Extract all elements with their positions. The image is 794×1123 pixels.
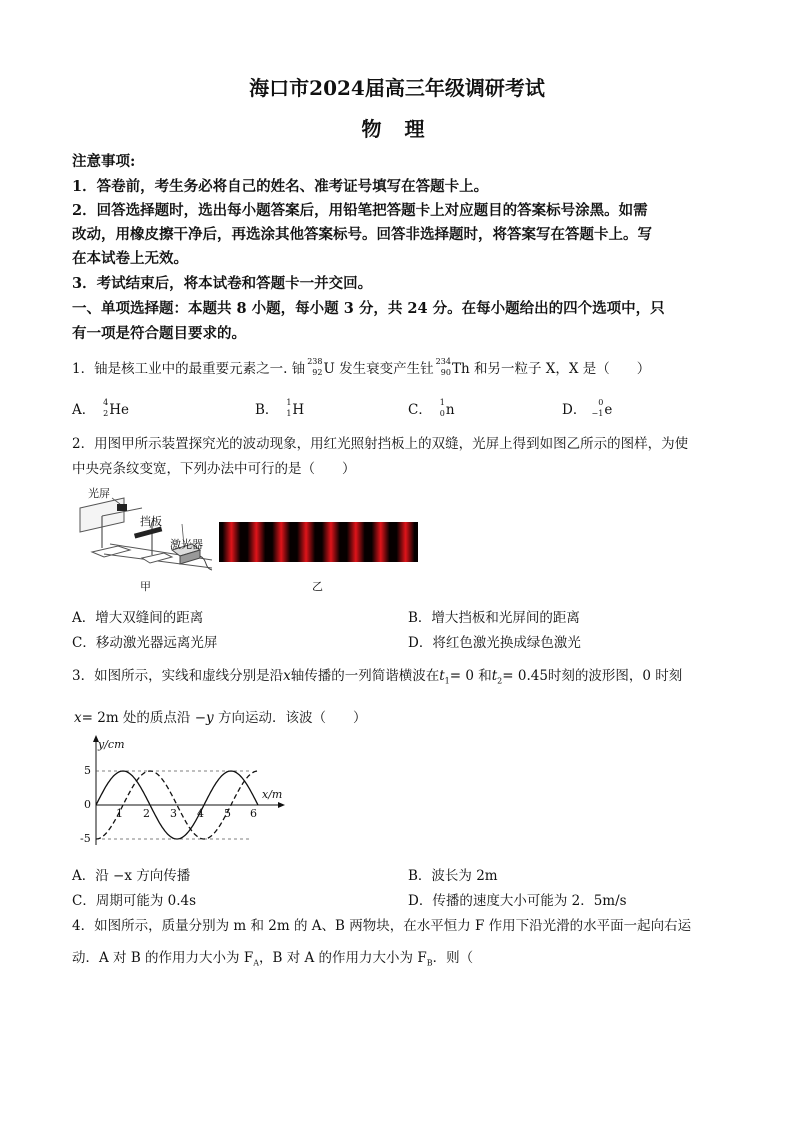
bright-fringe [397,522,415,562]
q1-option-c[interactable]: C． 1 0 n [408,398,455,418]
bright-fringe [372,522,390,562]
bright-fringe [322,522,340,562]
label-jia: 甲 [140,580,151,593]
q1-text-post: 和另一粒子 X，X 是（ ） [473,361,651,377]
note-line: 在本试卷上无效。 [72,250,188,267]
q1-option-a[interactable]: A． 4 2 He [72,398,130,418]
exam-title: 海口市2024届高三年级调研考试 [249,76,545,100]
q2-option-c[interactable]: C．移动激光器远离光屏 [72,635,218,651]
x-tick-1: 1 [116,807,123,820]
q2-option-b[interactable]: B．增大挡板和光屏间的距离 [408,610,580,626]
bright-fringe [222,522,240,562]
q2-line1: 2．用图甲所示装置探究光的波动现象，用红光照射挡板上的双缝，光屏上得到如图乙所示的图样，为使 [72,436,689,452]
x-tick-4: 4 [197,807,204,820]
wave-graph [76,733,286,853]
q1-option-d[interactable]: D． 0 −1 e [562,398,613,418]
q3-option-c[interactable]: C．周期可能为 0.4s [72,893,197,909]
q1-text-pre: 1．铀是核工业中的最重要元素之一. 铀 [72,361,306,377]
label-yi: 乙 [312,580,323,593]
q4-line1: 4．如图所示，质量分别为 m 和 2m 的 A、B 两物块，在水平恒力 F 作用下沿光滑的水平面一起向右运 [72,918,692,934]
x-tick-6: 6 [250,807,257,820]
y-tick-5: 5 [84,764,91,777]
q2-option-d[interactable]: D．将红色激光换成绿色激光 [408,635,581,651]
q3-option-d[interactable]: D．传播的速度大小可能为 2．5m/s [408,893,627,909]
q1-option-b[interactable]: B． 1 1 H [255,398,305,418]
label-screen: 光屏 [88,487,110,500]
x-tick-2: 2 [143,807,150,820]
y-axis-label: y/cm [98,738,125,751]
q1-text-mid: 发生衰变产生钍 [339,361,434,377]
x-tick-5: 5 [224,807,231,820]
uranium-nuclide: 238 92 [307,357,323,377]
section-heading-line1: 一、单项选择题：本题共 8 小题，每小题 3 分，共 24 分。在每小题给出的四个选项中，只 [72,300,665,317]
y-tick-neg5: -5 [80,832,91,845]
label-laser: 激光器 [170,538,203,551]
question-1: 1．铀是核工业中的最重要元素之一. 铀 238 92 U 发生衰变产生钍 234 90 Th 和另一粒子 X，X 是（ ） [72,357,651,377]
note-line: 1．答卷前，考生务必将自己的姓名、准考证号填写在答题卡上。 [72,178,489,195]
q2-line2: 中央亮条纹变宽，下列办法中可行的是（ ） [72,461,356,477]
notes-heading: 注意事项: [72,153,136,170]
subject-title: 物 理 [361,117,433,141]
q3-line1: 3．如图所示，实线和虚线分别是沿x轴传播的一列简谐横波在$t_1= 0$ 和$t_2= 0.45$时刻的波形图，0 时刻 [72,668,683,686]
thorium-nuclide: 234 90 [435,357,451,377]
bright-fringe [347,522,365,562]
bright-fringe [272,522,290,562]
q2-option-a[interactable]: A．增大双缝间的距离 [72,610,204,626]
note-line: 改动，用橡皮擦干净后，再选涂其他答案标号。回答非选择题时，将答案写在答题卡上。写 [72,226,652,243]
q4-line2: 动．A 对 B 的作用力大小为 $F_A$，B 对 A 的作用力大小为 $F_B$．则（ [72,950,474,968]
q3-option-a[interactable]: A．沿 −x 方向传播 [72,868,191,884]
note-line: 3．考试结束后，将本试卷和答题卡一并交回。 [72,275,373,292]
bright-fringe [297,522,315,562]
q3-option-b[interactable]: B．波长为 2m [408,868,498,884]
y-tick-0: 0 [84,798,91,811]
bright-fringe [247,522,265,562]
x-axis-label: x/m [262,788,283,801]
q3-line2: x= 2m 处的质点沿 −y 方向运动．该波（ ） [74,710,367,726]
section-heading-line2: 有一项是符合题目要求的。 [72,325,246,342]
interference-pattern [219,522,418,562]
note-line: 2．回答选择题时，选出每小题答案后，用铅笔把答题卡上对应题目的答案标号涂黑。如需 [72,202,648,219]
label-plate: 挡板 [140,515,162,528]
x-tick-3: 3 [170,807,177,820]
